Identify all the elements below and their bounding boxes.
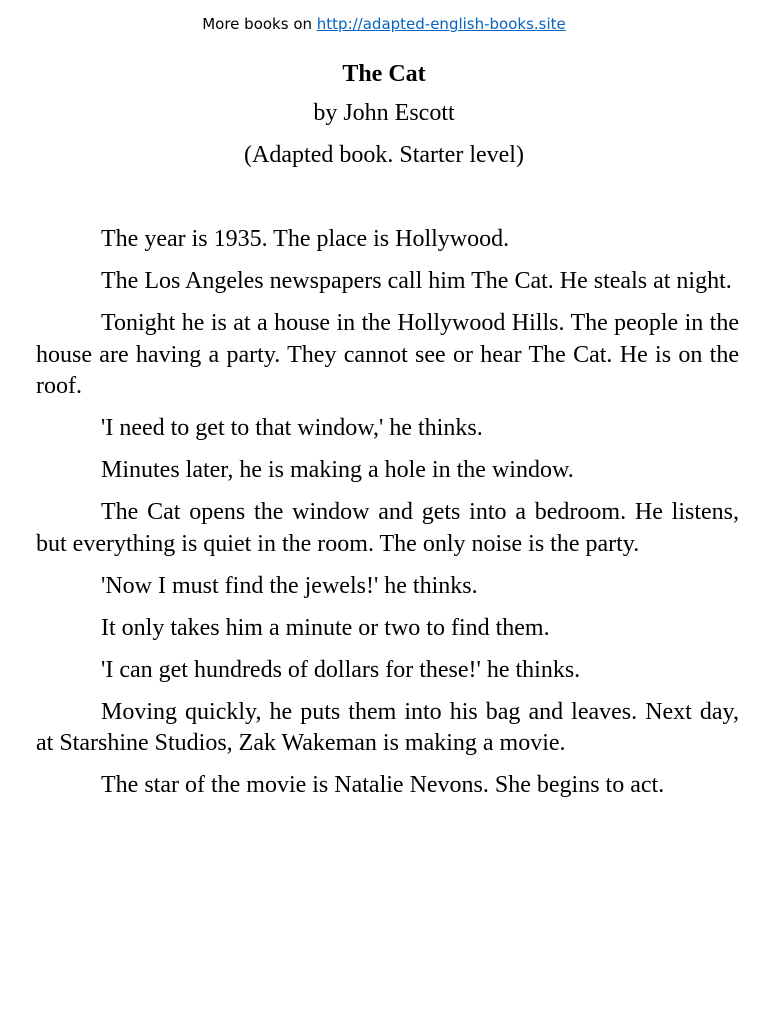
story-paragraph: It only takes him a minute or two to find them. <box>101 614 550 641</box>
book-level: (Adapted book. Starter level) <box>244 142 524 168</box>
story-paragraph: The year is 1935. The place is Hollywood. <box>101 226 510 252</box>
story-paragraph: 'I can get hundreds of dollars for these!' he thinks. <box>101 656 581 683</box>
book-author: by John Escott <box>313 100 455 126</box>
book-title: The Cat <box>342 61 426 87</box>
story-paragraph: The star of the movie is Natalie Nevons. She begins to act. <box>101 772 665 798</box>
promo-link[interactable]: http://adapted-english-books.site <box>316 15 566 33</box>
story-paragraph: 'Now I must find the jewels!' he thinks. <box>101 572 478 599</box>
story-paragraph: Moving quickly, he puts them into his bag and leaves. Next day, at Starshine Studios, Zak Wakeman is making a movie. <box>36 698 739 756</box>
promo-prefix: More books on <box>202 15 317 33</box>
story-paragraph: Tonight he is at a house in the Hollywood Hills. The people in the house are having a party. They cannot see or hear The Cat. He is on the roof. <box>36 310 739 399</box>
story-paragraph: 'I need to get to that window,' he thinks. <box>101 415 483 441</box>
promo-header <box>0 13 768 35</box>
book-header <box>0 56 768 176</box>
story-body <box>36 224 739 812</box>
story-paragraph: The Cat opens the window and gets into a bedroom. He listens, but everything is quiet in the room. The only noise is the party. <box>36 499 739 557</box>
story-paragraph: Minutes later, he is making a hole in the window. <box>101 457 574 483</box>
story-paragraph: The Los Angeles newspapers call him The Cat. He steals at night. <box>101 268 732 294</box>
